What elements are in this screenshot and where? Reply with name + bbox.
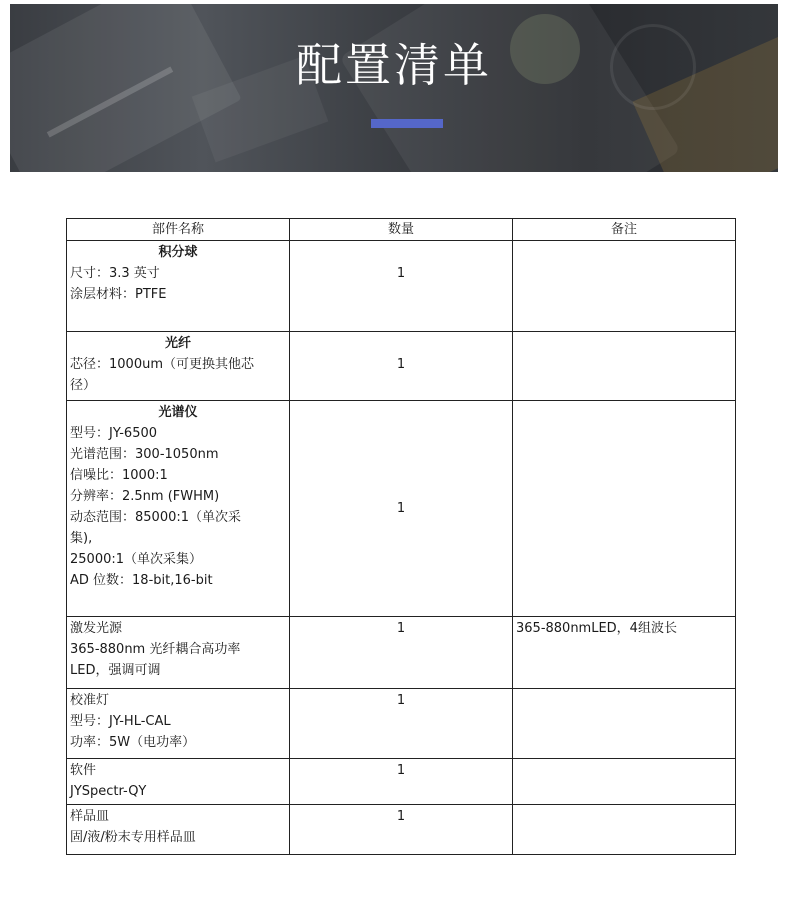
note-text: 365-880nmLED，4组波长 [516, 621, 677, 636]
qty-cell [290, 689, 513, 759]
note-cell [513, 332, 736, 401]
table-header-row [67, 219, 736, 241]
part-detail: 校准灯 [70, 693, 110, 708]
part-detail: 动态范围：85000:1（单次采 [70, 510, 242, 525]
part-detail: 365-880nm 光纤耦合高功率 [70, 642, 241, 657]
table-row [67, 759, 736, 805]
qty-cell [290, 759, 513, 805]
part-detail: 涂层材料：PTFE [70, 287, 167, 302]
part-detail: 型号：JY-HL-CAL [70, 714, 171, 729]
part-cell [67, 689, 290, 759]
part-cell [67, 617, 290, 689]
qty-value: 1 [396, 809, 406, 824]
part-detail: 尺寸：3.3 英寸 [70, 266, 160, 281]
table-row [67, 617, 736, 689]
part-detail: 分辨率：2.5nm (FWHM) [70, 489, 220, 504]
column-header-qty: 数量 [290, 219, 513, 241]
qty-cell [290, 805, 513, 855]
banner-decoration [10, 4, 242, 172]
column-header-part: 部件名称 [67, 219, 290, 241]
table-row [67, 689, 736, 759]
column-header-note: 备注 [513, 219, 736, 241]
qty-value: 1 [396, 357, 406, 372]
config-table [66, 218, 736, 855]
part-cell [67, 759, 290, 805]
qty-value: 1 [396, 501, 406, 516]
header-banner [10, 4, 778, 172]
qty-value: 1 [396, 266, 406, 281]
qty-cell [290, 617, 513, 689]
qty-value: 1 [396, 763, 406, 778]
table-row [67, 805, 736, 855]
part-detail: JYSpectr-QY [70, 784, 147, 799]
part-detail: 信噪比：1000:1 [70, 468, 168, 483]
note-cell [513, 401, 736, 617]
qty-value: 1 [396, 693, 406, 708]
part-title: 光纤 [164, 336, 191, 351]
part-detail: 固/液/粉末专用样品皿 [70, 830, 196, 845]
page-title: 配置清单 [296, 38, 492, 92]
part-detail: 激发光源 [70, 621, 123, 636]
part-detail: 集), [70, 531, 93, 546]
note-cell [513, 805, 736, 855]
part-detail: 型号：JY-6500 [70, 426, 158, 441]
part-cell [67, 332, 290, 401]
qty-cell [290, 332, 513, 401]
part-detail: 芯径：1000um（可更换其他芯 [70, 357, 254, 372]
note-cell [513, 617, 736, 689]
note-cell [513, 689, 736, 759]
part-title: 光谱仪 [158, 405, 198, 420]
note-cell [513, 759, 736, 805]
part-detail: 25000:1（单次采集） [70, 552, 203, 567]
part-detail: 功率：5W（电功率） [70, 735, 196, 750]
qty-value: 1 [396, 621, 406, 636]
table-row [67, 241, 736, 332]
table-row [67, 401, 736, 617]
part-detail: 径） [70, 378, 97, 393]
part-cell [67, 241, 290, 332]
part-cell [67, 805, 290, 855]
part-cell [67, 401, 290, 617]
part-title: 积分球 [158, 245, 198, 260]
config-table-wrapper [66, 218, 735, 855]
part-detail: 软件 [70, 763, 97, 778]
note-cell [513, 241, 736, 332]
part-detail: 光谱范围：300-1050nm [70, 447, 219, 462]
qty-cell [290, 401, 513, 617]
part-detail: AD 位数：18-bit,16-bit [70, 573, 213, 588]
part-detail: 样品皿 [70, 809, 110, 824]
title-underline [371, 119, 443, 128]
table-row [67, 332, 736, 401]
qty-cell [290, 241, 513, 332]
part-detail: LED，强调可调 [70, 663, 161, 678]
